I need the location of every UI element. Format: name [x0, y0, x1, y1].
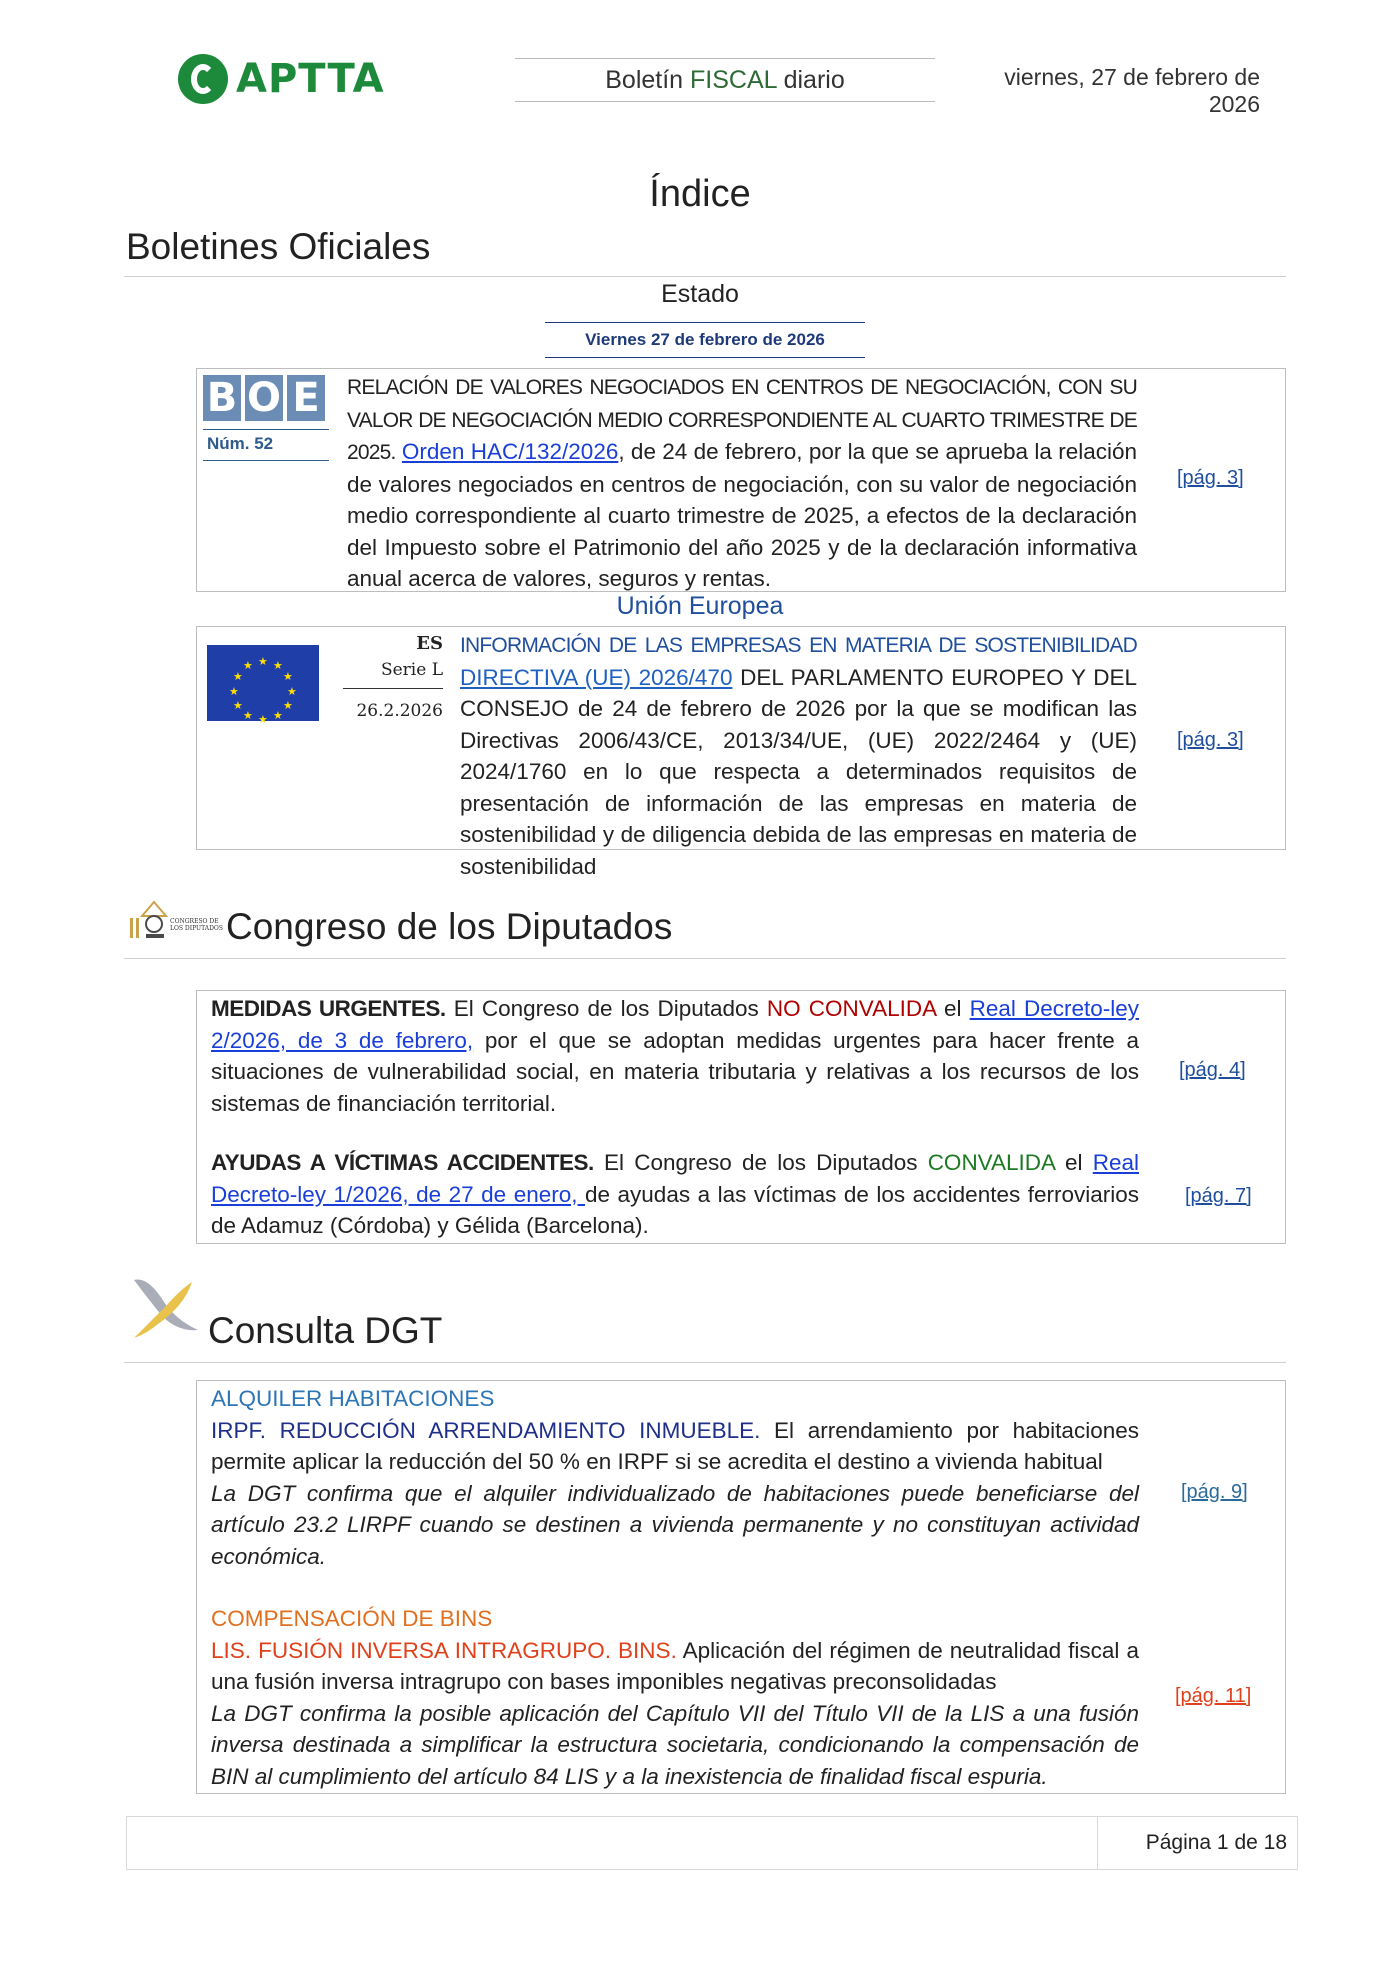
congreso-item-2 — [211, 1147, 1139, 1242]
dgt-item-1-note: La DGT confirma que el alquiler individualizado de habitaciones puede beneficiarse del artículo 23.2 LIRPF cuando se destinen a vivienda permanente y no constituyan actividad económica. — [211, 1480, 1139, 1569]
boe-entry-box — [196, 368, 1286, 592]
eu-journal-date: 26.2.2026 — [356, 701, 443, 721]
eu-heading: Unión Europea — [616, 592, 784, 620]
congreso-item-1-lead: MEDIDAS URGENTES. — [211, 996, 446, 1021]
agencia-tributaria-icon — [128, 1272, 204, 1342]
section-title-congreso: Congreso de los Diputados — [226, 906, 673, 947]
congreso-logo-text: CONGRESO DE LOS DIPUTADOS — [170, 918, 223, 932]
title-fiscal: FISCAL — [690, 66, 777, 94]
dgt-item-2-lead: LIS. FUSIÓN INVERSA INTRAGRUPO. BINS. — [211, 1637, 677, 1663]
dgt-item-1-page-link[interactable]: [pág. 9] — [1181, 1481, 1248, 1503]
title-prefix: Boletín — [605, 66, 691, 94]
boe-body: , de 24 de febrero, por la que se aprueba la relación de valores negociados en centros de negociación, con su valor de negociación medio correspondiente al cuarto trimestre de 2025, a efectos de la declaración del Impuesto sobre el Patrimonio del año 2025 y de la declaración informativa anual acerca de valores, seguros y rentas. — [347, 439, 1137, 591]
congreso-item-2-link[interactable]: Real Decreto-ley 1/2026, de 27 de enero, — [211, 1150, 1140, 1207]
page-number: Página 1 de 18 — [1145, 1831, 1287, 1854]
boe-letter-e: E — [287, 375, 325, 421]
congreso-item-1-status: NO CONVALIDA — [766, 996, 936, 1021]
boe-number: Núm. 52 — [207, 434, 274, 453]
boe-letter-o: O — [246, 375, 281, 421]
bulletin-title — [515, 58, 935, 102]
eu-body: DEL PARLAMENTO EUROPEO Y DEL CONSEJO de 24 de febrero de 2026 por la que se modifican las Directivas 2006/43/CE, 2013/34/UE, (UE) 2022/2464 y (UE) 2024/1760 en lo que respecta a determinados requisitos de presentación de información de las empresas en materia de sostenibilidad y de diligencia debida de las empresas en materia de sostenibilidad — [460, 664, 1137, 879]
congreso-item-1 — [211, 993, 1139, 1119]
dgt-item-1 — [211, 1383, 1139, 1572]
aptta-logo — [178, 52, 388, 106]
eu-directive-link[interactable]: DIRECTIVA (UE) 2026/470 — [460, 664, 733, 690]
congreso-item-1-mid: el — [935, 996, 970, 1021]
dgt-item-2 — [211, 1603, 1139, 1792]
boe-lead: RELACIÓN DE VALORES NEGOCIADOS EN CENTROS DE NEGOCIACIÓN, CON SU VALOR DE NEGOCIACIÓN MEDIO CORRESPONDIENTE AL CUARTO TRIMESTRE DE 2025. — [347, 376, 1137, 464]
congreso-item-2-status: CONVALIDA — [927, 1150, 1055, 1175]
index-heading: Índice — [649, 173, 751, 215]
eu-series-label: Serie L — [380, 660, 443, 680]
boe-order-link[interactable]: Orden HAC/132/2026 — [401, 439, 619, 464]
estado-heading: Estado — [661, 280, 739, 308]
header-date: viernes, 27 de febrero de 2026 — [1004, 64, 1260, 117]
congreso-entry-box — [196, 990, 1286, 1244]
aptta-logo-icon — [178, 54, 228, 104]
congreso-item-2-body: de ayudas a las víctimas de los accidentes ferroviarios de Adamuz (Córdoba) y Gélida (Barcelona). — [211, 1181, 1140, 1238]
boe-entry-text — [205, 371, 1137, 595]
dgt-item-1-body: El arrendamiento por habitaciones permite aplicar la reducción del 50 % en IRPF si se acredita el destino a vivienda habitual — [211, 1417, 1139, 1474]
boe-paragraph — [205, 371, 1137, 595]
title-suffix: diario — [776, 66, 845, 94]
eu-entry-box — [196, 626, 1286, 879]
dgt-item-1-lead: IRPF. REDUCCIÓN ARRENDAMIENTO INMUEBLE. — [211, 1417, 761, 1443]
eu-lead: INFORMACIÓN DE LAS EMPRESAS EN MATERIA DE SOSTENIBILIDAD — [460, 634, 1137, 657]
section-rule — [124, 958, 1286, 959]
dgt-item-2-page-link[interactable]: [pág. 11] — [1175, 1685, 1252, 1707]
page-footer — [126, 1816, 1298, 1870]
congreso-item-2-pre: El Congreso de los Diputados — [593, 1150, 928, 1175]
eu-es-label: ES — [416, 633, 443, 654]
boe-page-link[interactable]: [pág. 3] — [1177, 467, 1244, 489]
dgt-entry-box — [196, 1380, 1286, 1794]
section-rule — [124, 276, 1286, 277]
section-title-dgt: Consulta DGT — [208, 1310, 443, 1351]
dgt-item-2-note: La DGT confirma la posible aplicación del Capítulo VII del Título VII de la LIS a una fusión inversa destinada a simplificar la estructura societaria, condicionando la compensación de BIN al cumplimiento del artículo 84 LIS y a la inexistencia de finalidad fiscal espuria. — [211, 1700, 1139, 1789]
logo-text: APTTA — [236, 56, 385, 102]
congreso-item-1-link[interactable]: Real Decreto-ley 2/2026, de 3 de febrero, — [211, 996, 1140, 1053]
congreso-item-2-mid: el — [1054, 1150, 1093, 1175]
eu-page-link[interactable]: [pág. 3] — [1177, 729, 1244, 751]
congreso-logo — [128, 898, 226, 942]
congreso-item-1-pre: El Congreso de los Diputados — [445, 996, 767, 1021]
section-rule — [124, 1362, 1286, 1363]
agencia-tributaria-logo — [128, 1272, 204, 1342]
congreso-item-1-body: por el que se adoptan medidas urgentes para hacer frente a situaciones de vulnerabilidad social, en materia tributaria y relativas a los recursos de los sistemas de financiación territorial. — [211, 1027, 1140, 1116]
congreso-item-2-page-link[interactable]: [pág. 7] — [1185, 1185, 1252, 1207]
boe-date-banner: Viernes 27 de febrero de 2026 — [545, 322, 865, 358]
congreso-item-1-page-link[interactable]: [pág. 4] — [1179, 1059, 1246, 1081]
dgt-item-2-body: Aplicación del régimen de neutralidad fiscal a una fusión inversa intragrupo con bases imponibles negativas preconsolidadas — [211, 1637, 1140, 1694]
eu-flag-icon: ★ ★ ★ ★ ★ ★ ★ ★ ★ ★ ★ ★ — [207, 645, 319, 721]
section-title-boletines: Boletines Oficiales — [126, 226, 431, 267]
dgt-item-2-category: COMPENSACIÓN DE BINS — [211, 1606, 493, 1631]
footer-divider — [1097, 1817, 1098, 1869]
boe-letter-b: B — [203, 375, 241, 421]
eu-entry-text — [205, 629, 1137, 882]
congreso-item-2-lead: AYUDAS A VÍCTIMAS ACCIDENTES. — [211, 1150, 594, 1175]
dgt-item-1-category: ALQUILER HABITACIONES — [211, 1386, 495, 1411]
eu-paragraph — [205, 629, 1137, 882]
